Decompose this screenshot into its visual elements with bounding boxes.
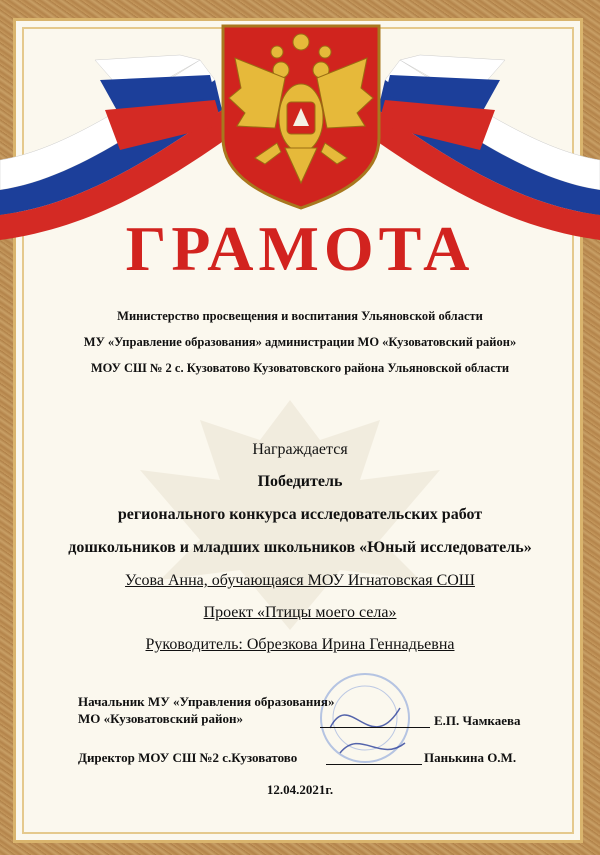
head-name: Е.П. Чамкаева: [434, 713, 521, 728]
director-signature-line: [326, 764, 422, 765]
org-line-ministry: Министерство просвещения и воспитания Ульяновской области: [117, 309, 483, 323]
contest-line-2: дошкольников и младших школьников «Юный исследователь»: [68, 539, 532, 556]
head-title-line-2: МО «Кузоватовский район»: [78, 711, 244, 726]
director-name: Панькина О.М.: [424, 750, 517, 765]
recipient-line: Усова Анна, обучающаяся МОУ Игнатовская СОШ: [125, 572, 475, 589]
org-line-department: МУ «Управление образования» администрации МО «Кузоватовский район»: [83, 335, 517, 349]
head-title-line-1: Начальник МУ «Управления образования»: [78, 694, 335, 709]
contest-line-1: регионального конкурса исследовательских работ: [117, 506, 483, 523]
head-signature-line: [320, 727, 430, 728]
coat-of-arms-icon: [215, 18, 387, 210]
official-stamp-icon: [300, 668, 430, 768]
award-winner: Победитель: [257, 473, 343, 490]
supervisor-line: Руководитель: Обрезкова Ирина Геннадьевна: [145, 636, 455, 653]
certificate-title: ГРАМОТА: [125, 213, 475, 284]
issue-date: 12.04.2021г.: [266, 782, 334, 797]
director-title: Директор МОУ СШ №2 с.Кузоватово: [78, 750, 298, 765]
award-intro: Награждается: [252, 441, 348, 458]
project-line: Проект «Птицы моего села»: [203, 604, 397, 621]
org-line-school: МОУ СШ № 2 с. Кузоватово Кузоватовского района Ульяновской области: [90, 361, 510, 375]
